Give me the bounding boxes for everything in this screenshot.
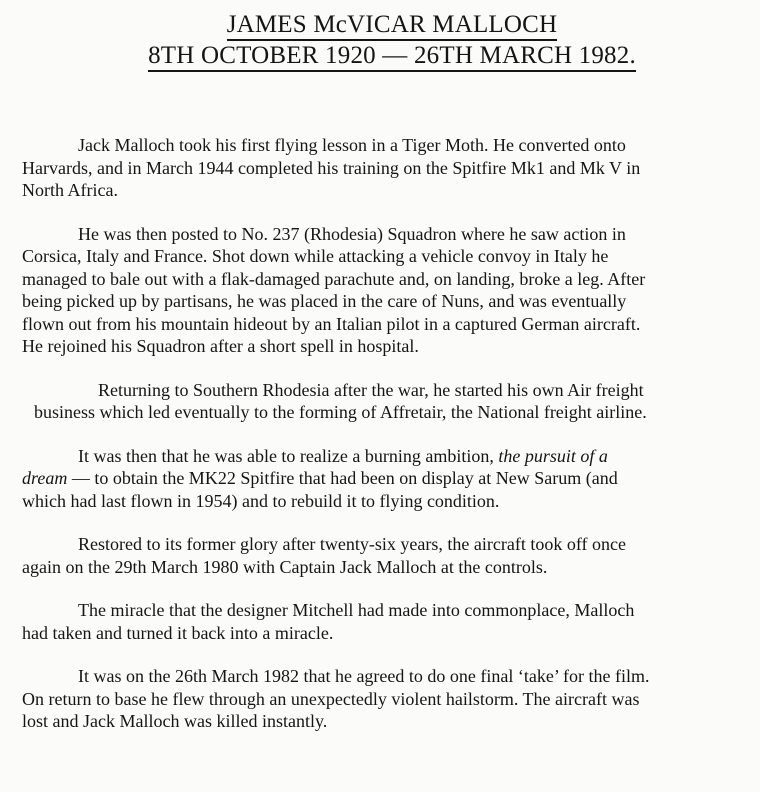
text-line: On return to base he flew through an unexpectedly violent hailstorm. The aircraft was [22,688,640,709]
paragraph-affretair [34,379,744,424]
text-line: Corsica, Italy and France. Shot down while attacking a vehicle convoy in Italy he [22,246,609,266]
text-line: flown out from his mountain hideout by an Italian pilot in a captured German aircraft. [22,313,641,334]
text-line: Restored to its former glory after twenty-six years, the aircraft took off once [78,534,626,554]
text-line: had taken and turned it back into a miracle. [22,622,334,643]
text-line: It was on the 26th March 1982 that he agreed to do one final ‘take’ for the film. [78,666,650,686]
paragraph-squadron [22,223,744,358]
paragraph-final-take [22,665,744,733]
paragraph-ambition [22,445,744,513]
text-line: being picked up by partisans, he was placed in the care of Nuns, and was eventually [22,291,627,311]
text-line: Returning to Southern Rhodesia after the war, he started his own Air freight [98,379,644,400]
text-line [22,445,744,468]
text-line: again on the 29th March 1980 with Captain Jack Malloch at the controls. [22,556,548,577]
text-run: — to obtain the MK22 Spitfire that had been on display at New Sarum (and [67,468,618,488]
paragraph-restored [22,533,744,578]
text-line: Harvards, and in March 1944 completed his training on the Spitfire Mk1 and Mk V in [22,157,641,178]
text-line: business which led eventually to the forming of Affretair, the National freight airline. [34,402,647,422]
text-line: He rejoined his Squadron after a short spell in hospital. [22,336,419,356]
page-subtitle-dates: 8TH OCTOBER 1920 — 26TH MARCH 1982. [148,41,636,72]
document-body [22,134,744,733]
paragraph-miracle [22,599,744,644]
title-block [40,10,744,72]
text-line: managed to bale out with a flak-damaged parachute and, on landing, broke a leg. After [22,268,646,289]
text-line: He was then posted to No. 237 (Rhodesia) Squadron where he saw action in [78,223,626,244]
text-line [22,467,744,490]
paragraph-first-flight [22,134,744,202]
emphasis-text: the pursuit of a [498,445,608,466]
page-title: JAMES McVICAR MALLOCH [227,10,558,41]
emphasis-text: dream [22,468,68,488]
text-line: Jack Malloch took his first flying lesson in a Tiger Moth. He converted onto [78,135,626,155]
text-run: It was then that he was able to realize a burning ambition, [78,445,499,466]
text-line: which had last flown in 1954) and to rebuild it to flying condition. [22,490,500,511]
text-line: North Africa. [22,180,118,200]
text-line: The miracle that the designer Mitchell had made into commonplace, Malloch [78,600,635,620]
text-line: lost and Jack Malloch was killed instantly. [22,711,328,731]
